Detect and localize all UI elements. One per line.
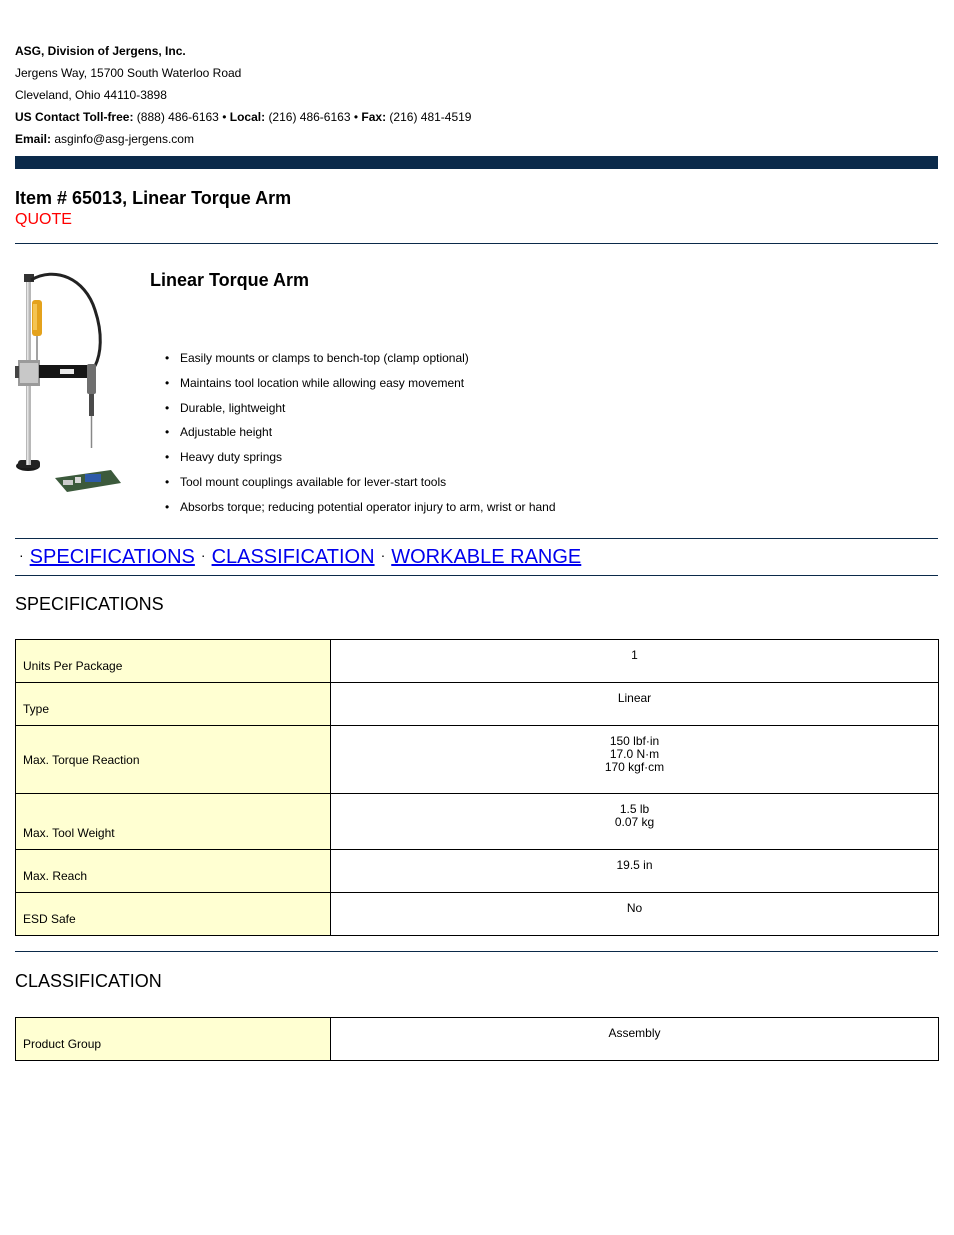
table-row — [16, 683, 939, 726]
quote-link[interactable]: QUOTE — [15, 211, 72, 228]
product-name: Linear Torque Arm — [150, 270, 310, 290]
spec-value: 1 — [331, 640, 939, 683]
company-name: ASG, Division of Jergens, Inc. — [15, 44, 186, 58]
table-row — [16, 850, 939, 893]
contact-separator: • — [353, 110, 359, 124]
list-item: • Maintains tool location while allowing easy movement — [165, 375, 465, 390]
divider — [15, 951, 938, 952]
tollfree-label: US Contact Toll-free: — [15, 110, 134, 124]
list-item: • Easily mounts or clamps to bench-top (clamp optional) — [165, 351, 469, 365]
nav-separator: · — [19, 547, 24, 563]
spec-value: 150 lbf·in 17.0 N·m 170 kgf·cm — [331, 726, 939, 794]
spec-value: No — [331, 893, 939, 936]
company-info — [15, 40, 471, 150]
fax-label: Fax: — [361, 110, 387, 124]
email-line — [15, 128, 471, 150]
address-line-1: Jergens Way, 15700 South Waterloo Road — [15, 66, 242, 80]
nav-separator: · — [200, 547, 206, 563]
classification-value: Assembly — [331, 1018, 939, 1061]
contact-line — [15, 106, 471, 128]
spec-value: 1.5 lb 0.07 kg — [331, 794, 939, 850]
nav-separator: · — [380, 547, 386, 563]
table-row — [16, 1018, 939, 1061]
spec-label: Max. Tool Weight — [16, 794, 331, 850]
spec-value: Linear — [331, 683, 939, 726]
spec-label: Units Per Package — [16, 640, 331, 683]
table-row — [16, 726, 939, 794]
email-address: asginfo@asg-jergens.com — [54, 132, 194, 146]
divider — [15, 243, 938, 244]
divider — [15, 538, 938, 539]
local-number: (216) 486-6163 — [268, 110, 351, 124]
classification-title: CLASSIFICATION — [15, 971, 162, 991]
specifications-title: SPECIFICATIONS — [15, 594, 164, 614]
list-item: • Durable, lightweight — [165, 400, 286, 415]
table-row — [16, 794, 939, 850]
email-label: Email: — [15, 132, 52, 146]
list-item: • Absorbs torque; reducing potential operator injury to arm, wrist or hand — [165, 499, 556, 514]
address-line-2: Cleveland, Ohio 44110-3898 — [15, 88, 167, 102]
list-item: • Adjustable height — [165, 425, 273, 440]
fax-number: (216) 481-4519 — [389, 110, 472, 124]
torque-arm-image — [15, 270, 127, 496]
divider — [15, 575, 938, 576]
spec-value: 19.5 in — [331, 850, 939, 893]
nav-link-classification[interactable]: CLASSIFICATION — [211, 546, 375, 568]
item-title: Item # 65013, Linear Torque Arm — [15, 188, 292, 208]
list-item: • Tool mount couplings available for lever-start tools — [165, 474, 447, 489]
feature-list — [165, 346, 556, 520]
spec-label: Type — [16, 683, 331, 726]
spec-label: Max. Reach — [16, 850, 331, 893]
nav-link-specifications[interactable]: SPECIFICATIONS — [29, 546, 195, 568]
list-item: • Heavy duty springs — [165, 450, 283, 465]
spec-label: Max. Torque Reaction — [16, 726, 331, 794]
nav-link-workable-range[interactable]: WORKABLE RANGE — [391, 546, 582, 568]
table-row — [16, 640, 939, 683]
classification-label: Product Group — [16, 1018, 331, 1061]
tollfree-number: (888) 486-6163 — [136, 110, 219, 124]
section-nav — [15, 546, 581, 569]
header-bar — [15, 156, 938, 169]
specifications-table — [15, 639, 939, 936]
contact-separator: • — [222, 110, 227, 124]
classification-table — [15, 1017, 939, 1061]
spec-label: ESD Safe — [16, 893, 331, 936]
table-row — [16, 893, 939, 936]
local-label: Local: — [229, 110, 266, 124]
